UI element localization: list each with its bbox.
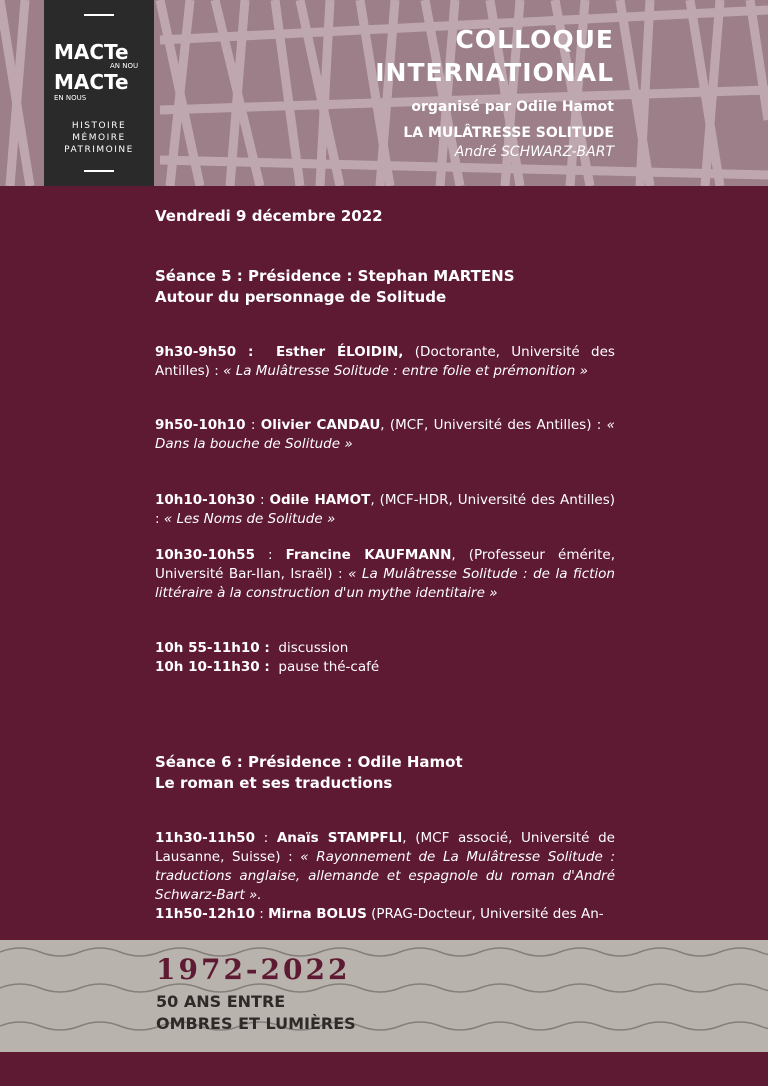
talk-item: 9h50-10h10 : Olivier CANDAU, (MCF, Université des Antilles) : « Dans la bouche de Solitude » [155, 417, 615, 452]
talk-title: « La Mulâtresse Solitude : de la fiction littéraire à la construction d'un mythe identitaire » [155, 566, 615, 601]
break-time: 10h 10-11h30 : [155, 659, 270, 675]
talk-time: 11h30-11h50 [155, 830, 255, 846]
talk-title: « Les Noms de Solitude » [163, 511, 336, 527]
logo-sub2: EN NOUS [54, 94, 87, 102]
talk-affil: , (MCF, Université des Antilles) : [380, 417, 607, 433]
talk-time: 9h30-9h50 : [155, 344, 254, 360]
talk-time: 11h50-12h10 [155, 906, 255, 922]
talk-item: 10h10-10h30 : Odile HAMOT, (MCF-HDR, Université des Antilles) : « Les Noms de Solitude » [155, 492, 615, 527]
talk-speaker: Anaïs STAMPFLI [276, 830, 403, 846]
talk-item: 11h30-11h50 : Anaïs STAMPFLI, (MCF associé, Université de Lausanne, Suisse) : « Rayonnement de La Mulâtresse Solitude : traductions anglaise, allemande et espagnole du roman d'André Schwarz-Bart ». [155, 830, 615, 903]
talk-affil: , (Professeur émérite, Université Bar-Ilan, Israël) : [155, 547, 615, 582]
break-label: discussion [278, 640, 349, 656]
footer-line1: 50 ANS ENTRE [156, 992, 286, 1011]
title-colloque: COLLOQUE [455, 25, 614, 54]
logo-line1: MACTe [54, 40, 129, 64]
logo-bar-top [84, 14, 114, 16]
talk-speaker: Olivier CANDAU [260, 417, 381, 433]
footer-line2: OMBRES ET LUMIÈRES [156, 1014, 356, 1033]
session5-subtitle: Autour du personnage de Solitude [155, 288, 447, 306]
talk-speaker: Mirna BOLUS [268, 906, 367, 922]
talk-affil: (Doctorante, Université des Antilles) : [155, 344, 615, 379]
header-banner [0, 0, 768, 186]
talk-speaker: Esther ÉLOIDIN, [276, 344, 404, 360]
talk-title: « Dans la bouche de Solitude » [155, 417, 615, 452]
session6-subtitle: Le roman et ses traductions [155, 774, 393, 792]
logo-line2: MACTe [54, 70, 129, 94]
title-international: INTERNATIONAL [375, 58, 614, 87]
handwriting-texture [0, 940, 768, 1052]
years: 1972-2022 [156, 953, 351, 986]
book-title: LA MULÂTRESSE SOLITUDE [403, 125, 614, 141]
talk-time: 10h30-10h55 [155, 547, 255, 563]
book-author: André SCHWARZ-BART [454, 144, 614, 160]
mactE-logo [44, 0, 154, 186]
session6-title: Séance 6 : Présidence : Odile Hamot [155, 753, 463, 771]
talk-speaker: Odile HAMOT [269, 492, 371, 508]
talk-affil: , (MCF-HDR, Université des Antilles) : [155, 492, 615, 527]
break-time: 10h 55-11h10 : [155, 640, 270, 656]
day-heading: Vendredi 9 décembre 2022 [155, 207, 383, 225]
talk-title: « Rayonnement de La Mulâtresse Solitude : traductions anglaise, allemande et espagnole du roman d'André Schwarz-Bart ». [155, 849, 615, 903]
talk-affil: (PRAG-Docteur, Université des An- [366, 906, 604, 922]
talk-title: « La Mulâtresse Solitude : entre folie et prémonition » [223, 363, 588, 379]
session5-title: Séance 5 : Présidence : Stephan MARTENS [155, 267, 515, 285]
logo-bar-bottom [84, 170, 114, 172]
talk-time: 9h50-10h10 [155, 417, 246, 433]
footer-banner [0, 940, 768, 1052]
talk-item: 11h50-12h10 : Mirna BOLUS (PRAG-Docteur, Université des An- [155, 906, 604, 922]
organizer: organisé par Odile Hamot [411, 99, 614, 115]
break-label: pause thé-café [278, 659, 380, 675]
talk-speaker: Francine KAUFMANN [285, 547, 452, 563]
talk-affil: , (MCF associé, Université de Lausanne, Suisse) : [155, 830, 615, 865]
talk-item: 10h30-10h55 : Francine KAUFMANN, (Professeur émérite, Université Bar-Ilan, Israël) : « La Mulâtresse Solitude : de la fiction littéraire à la construction d'un mythe identitaire » [155, 547, 615, 601]
talk-time: 10h10-10h30 [155, 492, 255, 508]
break-discussion [155, 639, 615, 658]
logo-sub1: AN NOU [110, 62, 139, 70]
logo-memoire: MÉMOIRE [72, 133, 126, 143]
logo-histoire: HISTOIRE [71, 121, 127, 131]
logo-patrimoine: PATRIMOINE [64, 145, 134, 155]
break-pause [155, 658, 615, 677]
talk-item [155, 343, 615, 381]
